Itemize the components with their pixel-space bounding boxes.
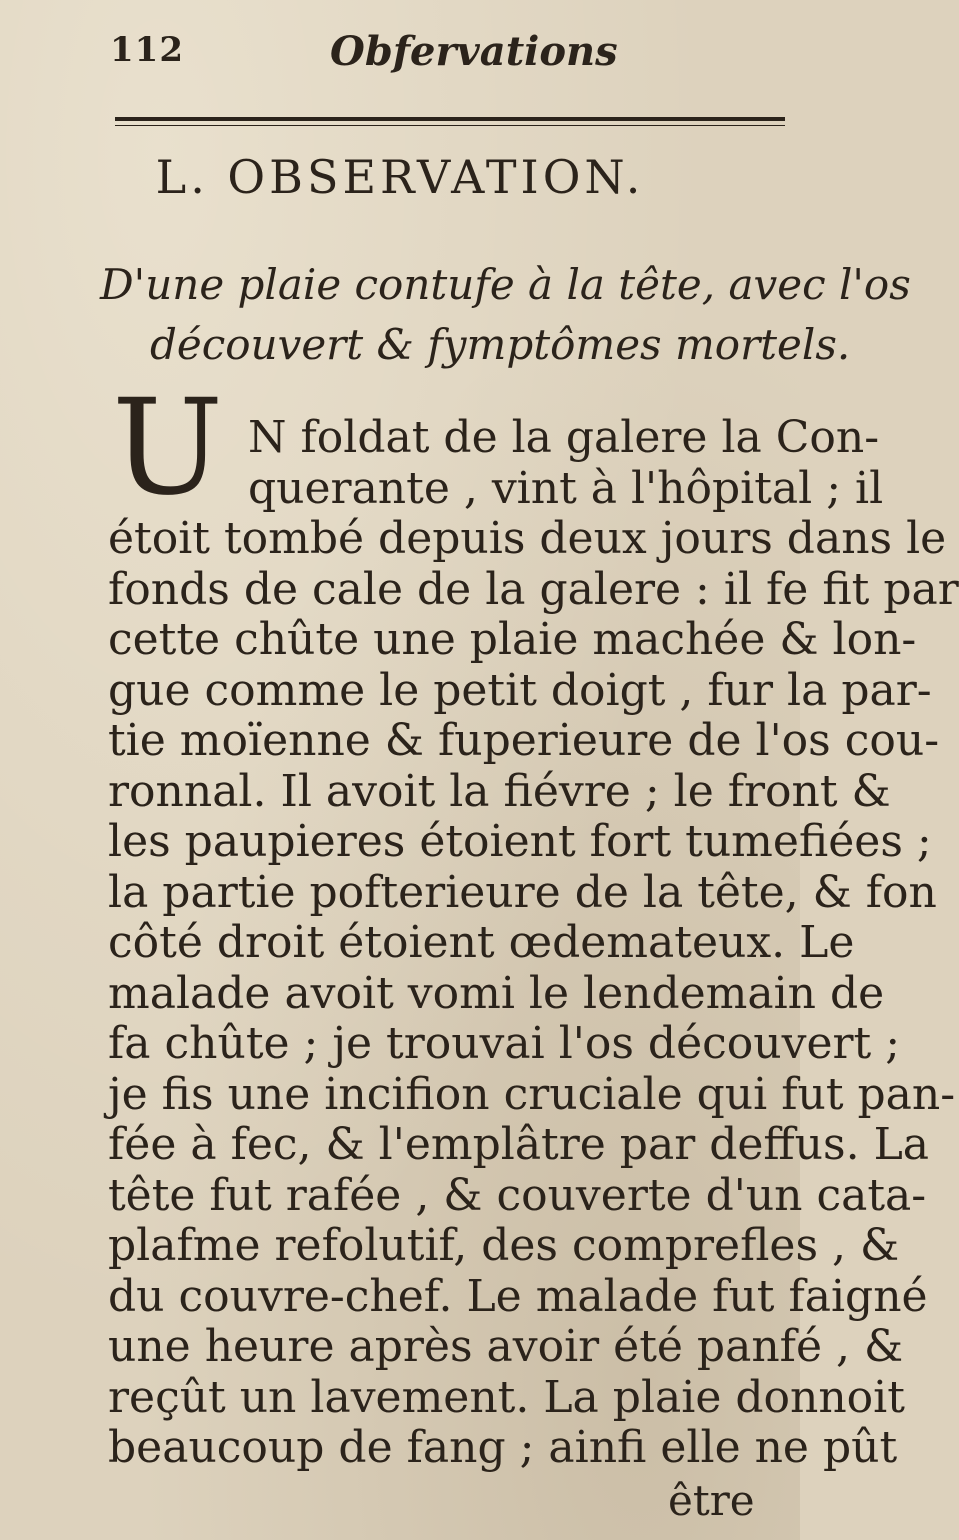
text-line: côté droit étoient œdemateux. Le <box>108 917 855 968</box>
text-line: gue comme le petit doigt , fur la par- <box>108 665 932 716</box>
text-line: du couvre-chef. Le malade fut faigné <box>108 1271 928 1322</box>
text-line: étoit tombé depuis deux jours dans le <box>108 513 947 564</box>
text-line: je fis une incifion cruciale qui fut pan- <box>108 1069 956 1120</box>
text-line: fée à fec, & l'emplâtre par deffus. La <box>108 1119 930 1170</box>
text-line: ronnal. Il avoit la fiévre ; le front & <box>108 766 891 817</box>
page-number: 112 <box>110 30 184 70</box>
text-line: cette chûte une plaie machée & lon- <box>108 614 917 665</box>
observation-subtitle-line-1: D'une plaie contufe à la tête, avec l'os <box>100 260 911 309</box>
text-line: querante , vint à l'hôpital ; il <box>248 463 884 514</box>
text-line: tête fut rafée , & couverte d'un cata- <box>108 1170 927 1221</box>
text-line: une heure après avoir été panfé , & <box>108 1321 904 1372</box>
text-line: la partie pofterieure de la tête, & fon <box>108 867 937 918</box>
text-line: malade avoit vomi le lendemain de <box>108 968 885 1019</box>
observation-subtitle-line-2: découvert & fymptômes mortels. <box>150 320 851 369</box>
text-line: tie moïenne & fuperieure de l'os cou- <box>108 715 940 766</box>
text-line: les paupieres étoient fort tumefiées ; <box>108 816 932 867</box>
running-head: Obfervations <box>330 28 618 75</box>
catchword: être <box>668 1476 755 1525</box>
text-line: fa chûte ; je trouvai l'os découvert ; <box>108 1018 901 1069</box>
text-line: N foldat de la galere la Con- <box>248 412 880 463</box>
text-line: beaucoup de fang ; ainfi elle ne pût <box>108 1422 898 1473</box>
page-header <box>110 30 770 80</box>
text-line: fonds de cale de la galere : il fe fit par <box>108 564 959 615</box>
drop-cap: U <box>112 371 224 525</box>
header-rule <box>115 117 785 121</box>
observation-title: L. OBSERVATION. <box>155 150 645 204</box>
text-line: plafme refolutif, des comprefles , & <box>108 1220 900 1271</box>
text-line: reçût un lavement. La plaie donnoit <box>108 1372 905 1423</box>
